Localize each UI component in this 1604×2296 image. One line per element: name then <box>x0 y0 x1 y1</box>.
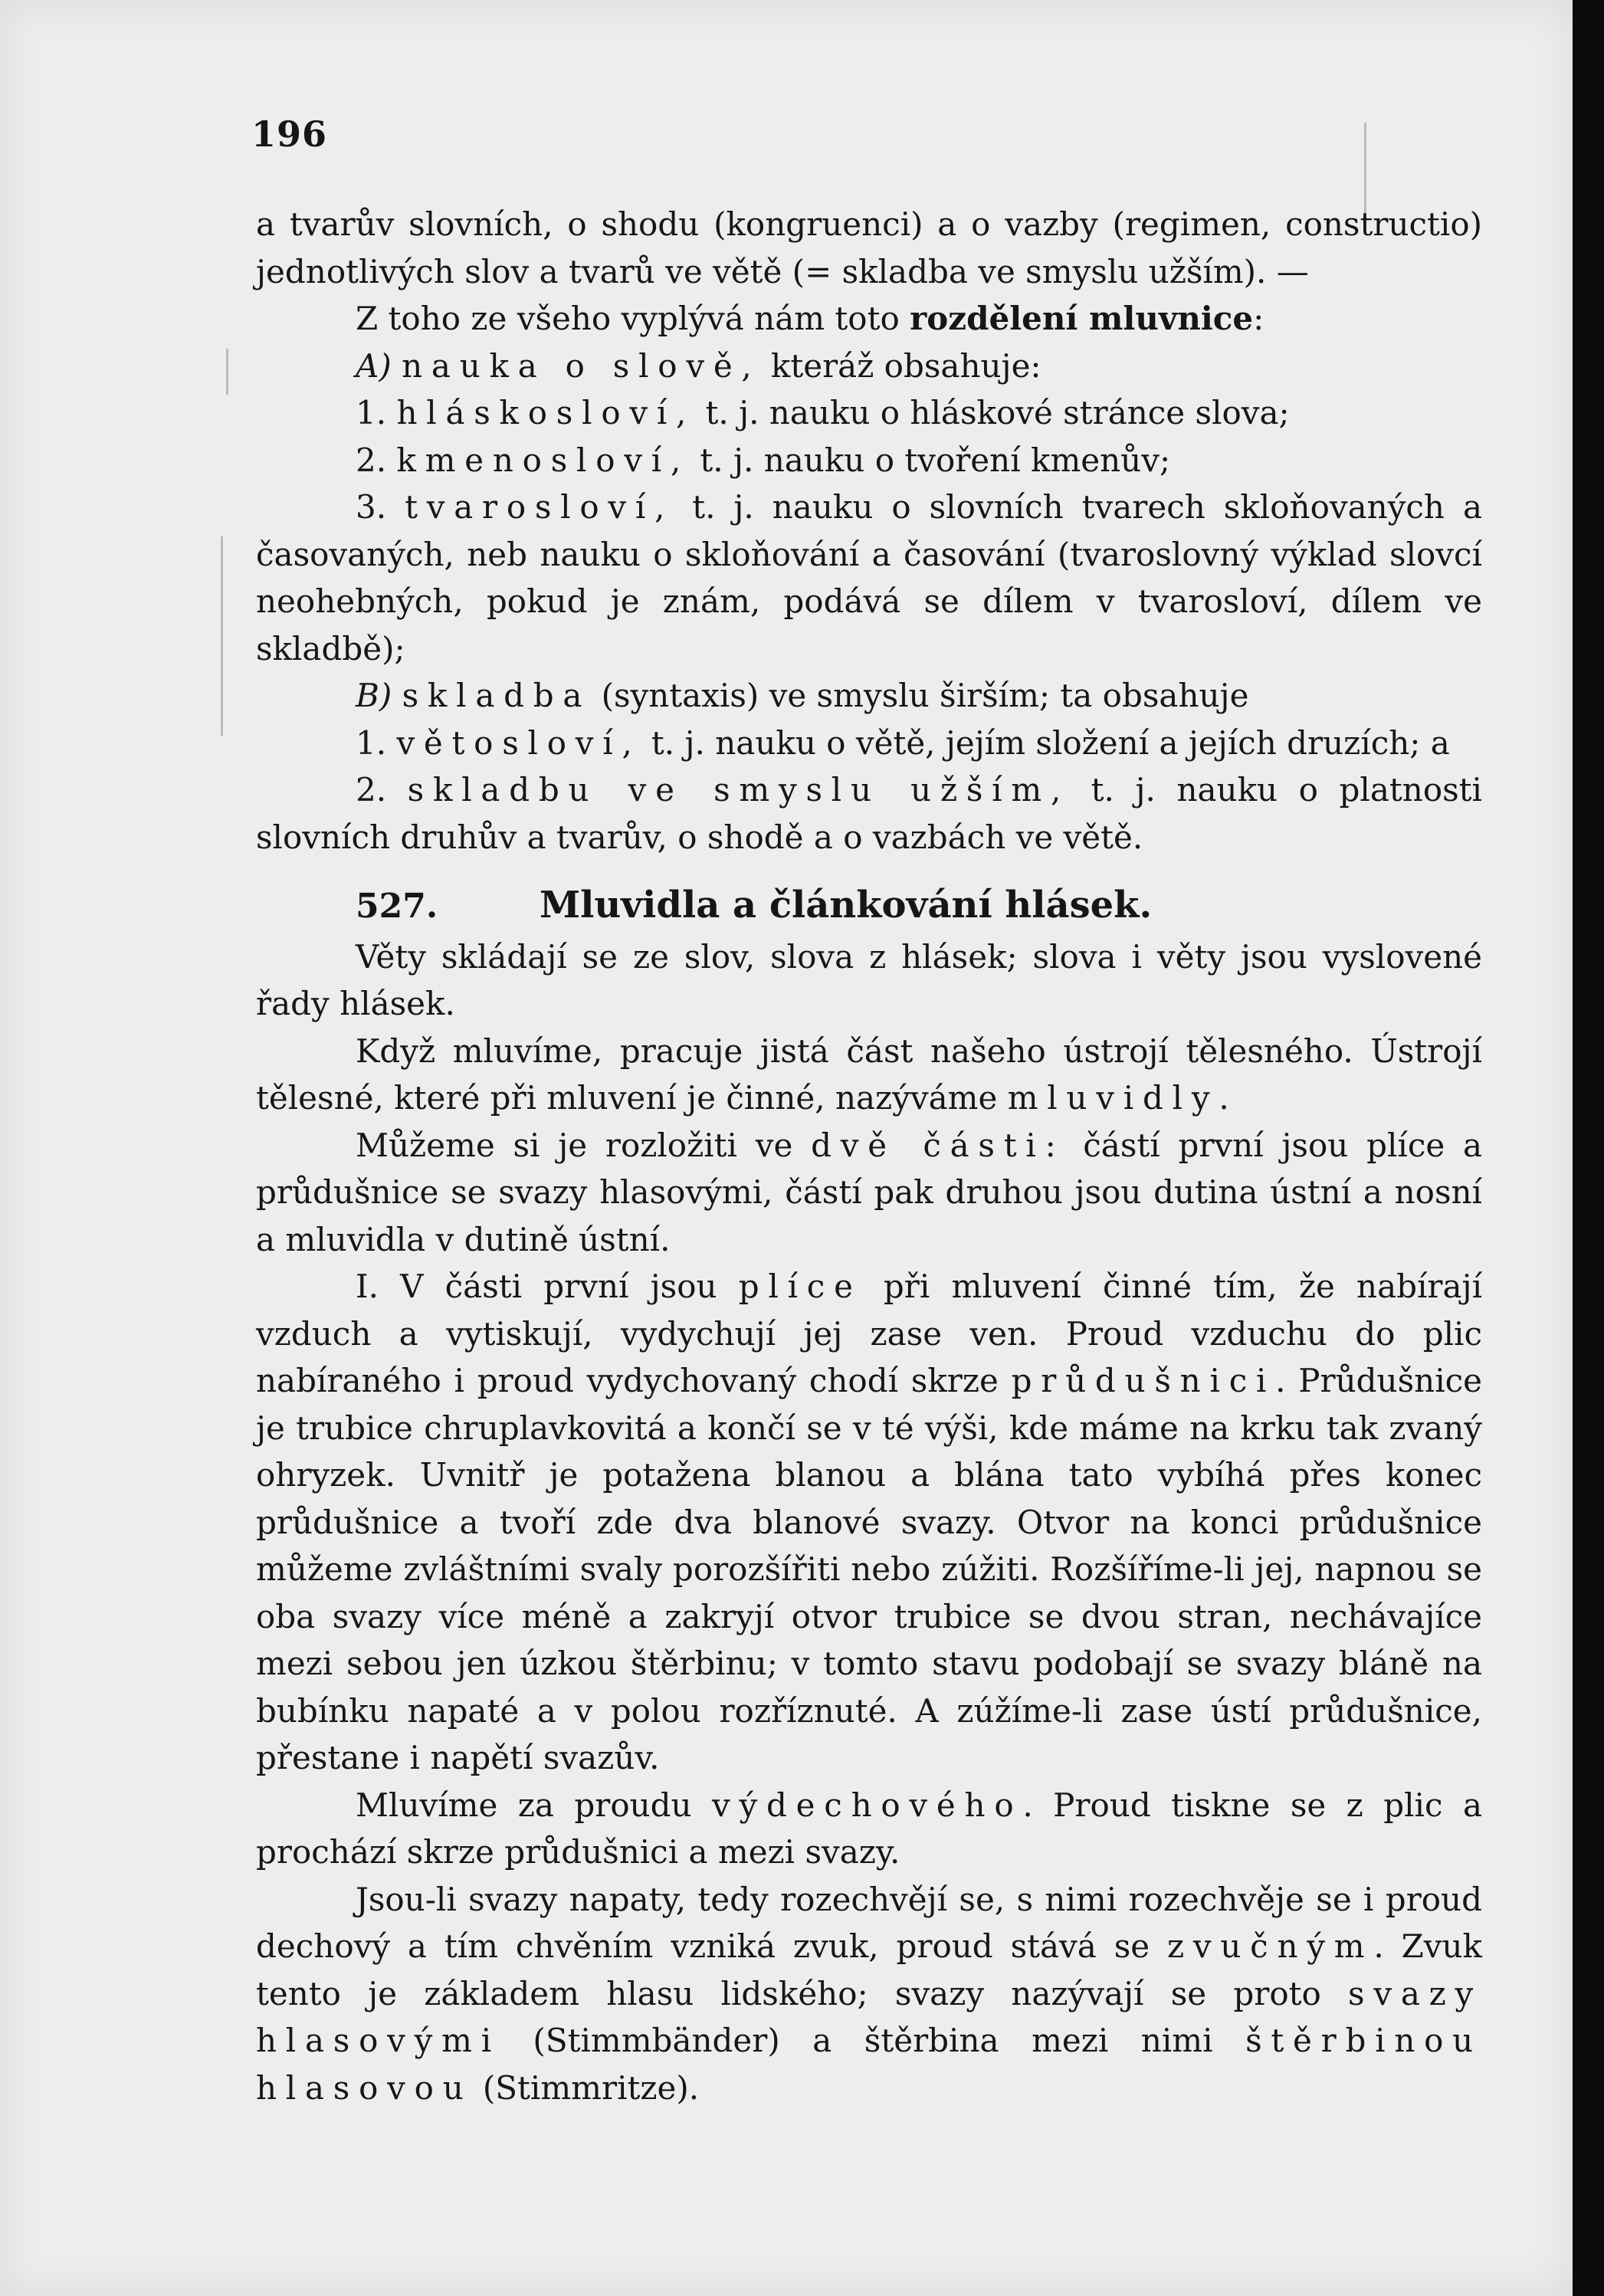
paragraph: Z toho ze všeho vyplývá nám toto rozdělení mluvnice: <box>356 300 1265 337</box>
list-item: A) nauka o slově, kteráž obsahuje: <box>356 346 1041 385</box>
list-item: 2. kmenosloví, t. j. nauku o tvoření kmenův; <box>356 441 1171 479</box>
section-title: Mluvidla a článkování hlásek. <box>540 884 1153 927</box>
list-item: 1. hláskosloví, t. j. nauku o hláskové stránce slova; <box>356 394 1290 431</box>
paragraph: a tvarův slovních, o shodu (kongruenci) a o vazby (regimen, constructio) jednotlivých slov a tvarů ve větě (= skladba ve smyslu užším). — <box>256 205 1482 290</box>
page-spine-edge <box>1573 0 1604 2296</box>
section-number: 527. <box>356 887 438 926</box>
emphasis: rozdělení mluvnice <box>910 300 1254 337</box>
margin-pencil-mark <box>226 349 228 395</box>
paragraph: Věty skládají se ze slov, slova z hlásek; slova i věty jsou vyslovené řady hlásek. <box>256 937 1482 1022</box>
page-number: 196 <box>251 113 328 155</box>
margin-pencil-mark <box>221 536 223 736</box>
paragraph: Můžeme si je rozložiti ve dvě části: částí první jsou plíce a průdušnice se svazy hlasovými, částí pak druhou jsou dutina ústní a nosní a mluvidla v dutině ústní. <box>256 1126 1483 1258</box>
list-item: 2. skladbu ve smyslu užším, t. j. nauku o platnosti slovních druhův a tvarův, o shodě a o vazbách ve větě. <box>256 771 1482 856</box>
list-item: 1. větosloví, t. j. nauku o větě, jejím složení a jejích druzích; a <box>356 723 1450 762</box>
section-heading <box>256 882 1482 930</box>
list-item: 3. tvarosloví, t. j. nauku o slovních tvarech skloňovaných a časovaných, neb nauku o skloňování a časování (tvaroslovný výklad slovcí neohebných, pokud je znám, podává se dílem v tvarosloví, dílem ve skladbě); <box>256 488 1482 667</box>
paragraph: I. V části první jsou plíce při mluvení činné tím, že nabírají vzduch a vytiskují, vydychují jej zase ven. Proud vzduchu do plic nabíraného i proud vydychovaný chodí skrze průdušnici. Průdušnice je trubice chruplavkovitá a končí se v té výši, kde máme na krku tak zvaný ohryzek. Uvnitř je potažena blanou a blána tato vybíhá přes konec průdušnice a tvoří zde dva blanové svazy. Otvor na konci průdušnice můžeme zvláštními svaly porozšířiti nebo zúžiti. Rozšíříme-li jej, napnou se oba svazy více méně a zakryjí otvor trubice se dvou stran, nechávajíce mezi sebou jen úzkou štěrbinu; v tomto stavu podobají se svazy bláně na bubínku napaté a v polou rozříznuté. A zúžíme-li zase ústí průdušnice, přestane i napětí svazův. <box>256 1268 1483 1776</box>
paragraph: Jsou-li svazy napaty, tedy rozechvějí se, s nimi rozechvěje se i proud dechový a tím chvěním vzniká zvuk, proud stává se zvučným. Zvuk tento je základem hlasu lidského; svazy nazývají se proto svazy hlasovými (Stimmbänder) a štěrbina mezi nimi štěrbinou hlasovou (Stimmritze). <box>256 1880 1483 2107</box>
list-item: B) skladba (syntaxis) ve smyslu širším; ta obsahuje <box>356 677 1249 714</box>
paragraph: Mluvíme za proudu výdechového. Proud tiskne se z plic a prochází skrze průdušnici a mezi svazy. <box>256 1786 1482 1871</box>
page-text <box>256 201 1482 2111</box>
paragraph: Když mluvíme, pracuje jistá část našeho ústrojí tělesného. Ústrojí tělesné, které při mluvení je činné, nazýváme mluvidly. <box>256 1032 1482 1117</box>
